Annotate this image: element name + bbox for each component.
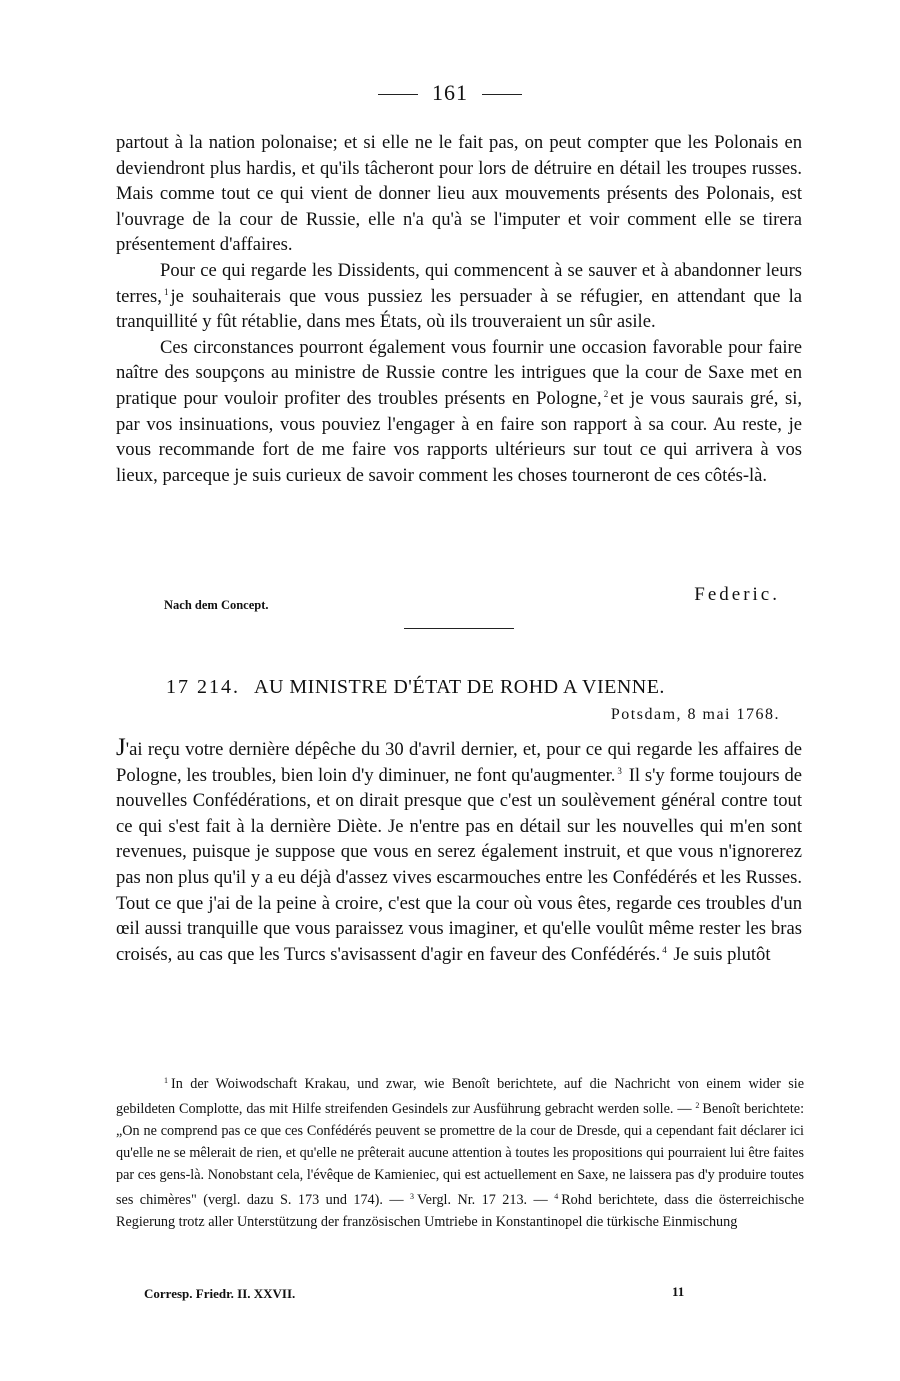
footnote-text: $^1$ In der Woiwodschaft Krakau, und zwar, wie Benoît berichtete, auf die Nachricht von einem wider sie gebildeten Complotte, das mit Hilfe streifenden Gesindels zur Ausführung gebracht werden solle. — $^2$ Benoît berichtete: „On ne comprend pas ce que ces Confédérés peuvent se promettre de la cour de Dresde, qui a cependant fait déclarer ici qu'elle ne se mêlerait de rien, et qu'elle ne prêterait aucune attention à toutes les propositions qui pourraient lui être faites par ces gens-là. Nonobstant cela, l'évêque de Kamieniec, qui est actuellement en Saxe, ne laissera pas d'y produire toutes ses chimères" (vergl. dazu S. 173 und 174). — $^3$ Vergl. Nr. 17 213. — $^4$ Rohd berichtete, dass die österreichische Regierung trotz aller Unterstützung der französischen Umtriebe in Konstantinopel die türkische Einmischung — [116, 1076, 805, 1230]
letter-title: AU MINISTRE D'ÉTAT DE ROHD A VIENNE. — [254, 676, 665, 698]
closing-line — [116, 584, 802, 616]
footnotes — [116, 1070, 804, 1233]
footnote-marker-4: 4 — [554, 1192, 559, 1201]
letter-paragraph: J'ai reçu votre dernière dépêche du 30 d'avril dernier, et, pour ce qui regarde les affaires de Pologne, les troubles, bien loin d'y diminuer, ne font qu'augmenter. $^3$ Il s'y forme toujours de nouvelles Confédérations, et on dirait presque que c'est un soulèvement général contre tout ce qui s'est fait à la dernière Diète. Je n'entre pas en détail sur les nouvelles qui m'en sont revenues, puisque je suppose que vous en serez également instruit, et que vous n'ignorerez pas non plus qu'il y a eu déjà d'assez vives escarmouches entre les Confédérés et les Russes. Tout ce que j'ai de la peine à croire, c'est que la cour où vous êtes, regarde ces troubles d'un œil aussi tranquille que vous paraissez vous imaginer, et qu'elle voulût même rester les bras croisés, au cas que les Turcs s'avisassent d'agir en faveur des Confédérés. $^4$ Je suis plutôt — [116, 734, 802, 965]
letter-place-date: Potsdam, 8 mai 1768. — [610, 706, 780, 723]
footnote-marker-3: 3 — [410, 1192, 415, 1201]
paragraph-3: Ces circonstances pourront également vous fournir une occasion favorable pour faire naître des soupçons au ministre de Russie contre les intrigues que la cour de Saxe met en pratique pour vouloir profiter des troubles présents en Pologne, $^2$ et je vous saurais gré, si, par vos insinuations, vous pouviez l'engager à en faire son rapport à sa cour. Au reste, je vous recommande fort de me faire vos rapports ultérieurs sur tout ce qui arrivera à vos lieux, parceque je suis curieux de savoir comment les choses tourneront de ces côtés-là. — [116, 336, 803, 486]
page-number: 161 — [432, 80, 468, 105]
section-divider — [404, 628, 514, 629]
footnote-ref-1: 1 — [163, 286, 169, 297]
signature: Federic. — [694, 584, 780, 605]
paragraph-1: partout à la nation polonaise; et si elle ne le fait pas, on peut compter que les Polonais en deviendront plus hardis, et qu'ils tâcheront pour lors de détruire en détail les troupes russes. Mais comme tout ce qui vient de donner lieu aux mouvements présents des Polonais, est l'ouvrage de la cour de Russie, elle n'a qu'à se l'imputer et voir comment elle se tirera présentement d'affaires. — [116, 132, 802, 256]
letter-body — [116, 735, 802, 967]
footnote-ref-4: 4 — [662, 944, 667, 955]
letter-heading — [166, 676, 665, 699]
footnote-ref-2: 2 — [603, 388, 609, 399]
page-header — [0, 80, 900, 106]
continuation-text — [116, 130, 802, 488]
footnote-marker-2: 2 — [695, 1101, 700, 1110]
footer-sheet-number: 11 — [672, 1284, 685, 1299]
footnote-marker-1: 1 — [164, 1076, 168, 1085]
letter-number: 17 214. — [166, 676, 240, 698]
header-dash-right — [482, 94, 522, 95]
paragraph-2: Pour ce qui regarde les Dissidents, qui commencent à se sauver et à abandonner leurs terres, $^1$ je souhaiterais que vous pussiez les persuader à se réfugier, en attendant que la tranquillité y fût rétablie, dans mes États, où ils trouveraient un sûr asile. — [116, 259, 802, 333]
source-note: Nach dem Concept. — [164, 598, 269, 612]
footnote-ref-3: 3 — [617, 765, 622, 776]
header-dash-left — [378, 94, 418, 95]
drop-cap: J — [116, 734, 126, 761]
footer-signature: Corresp. Friedr. II. XXVII. — [144, 1286, 296, 1301]
